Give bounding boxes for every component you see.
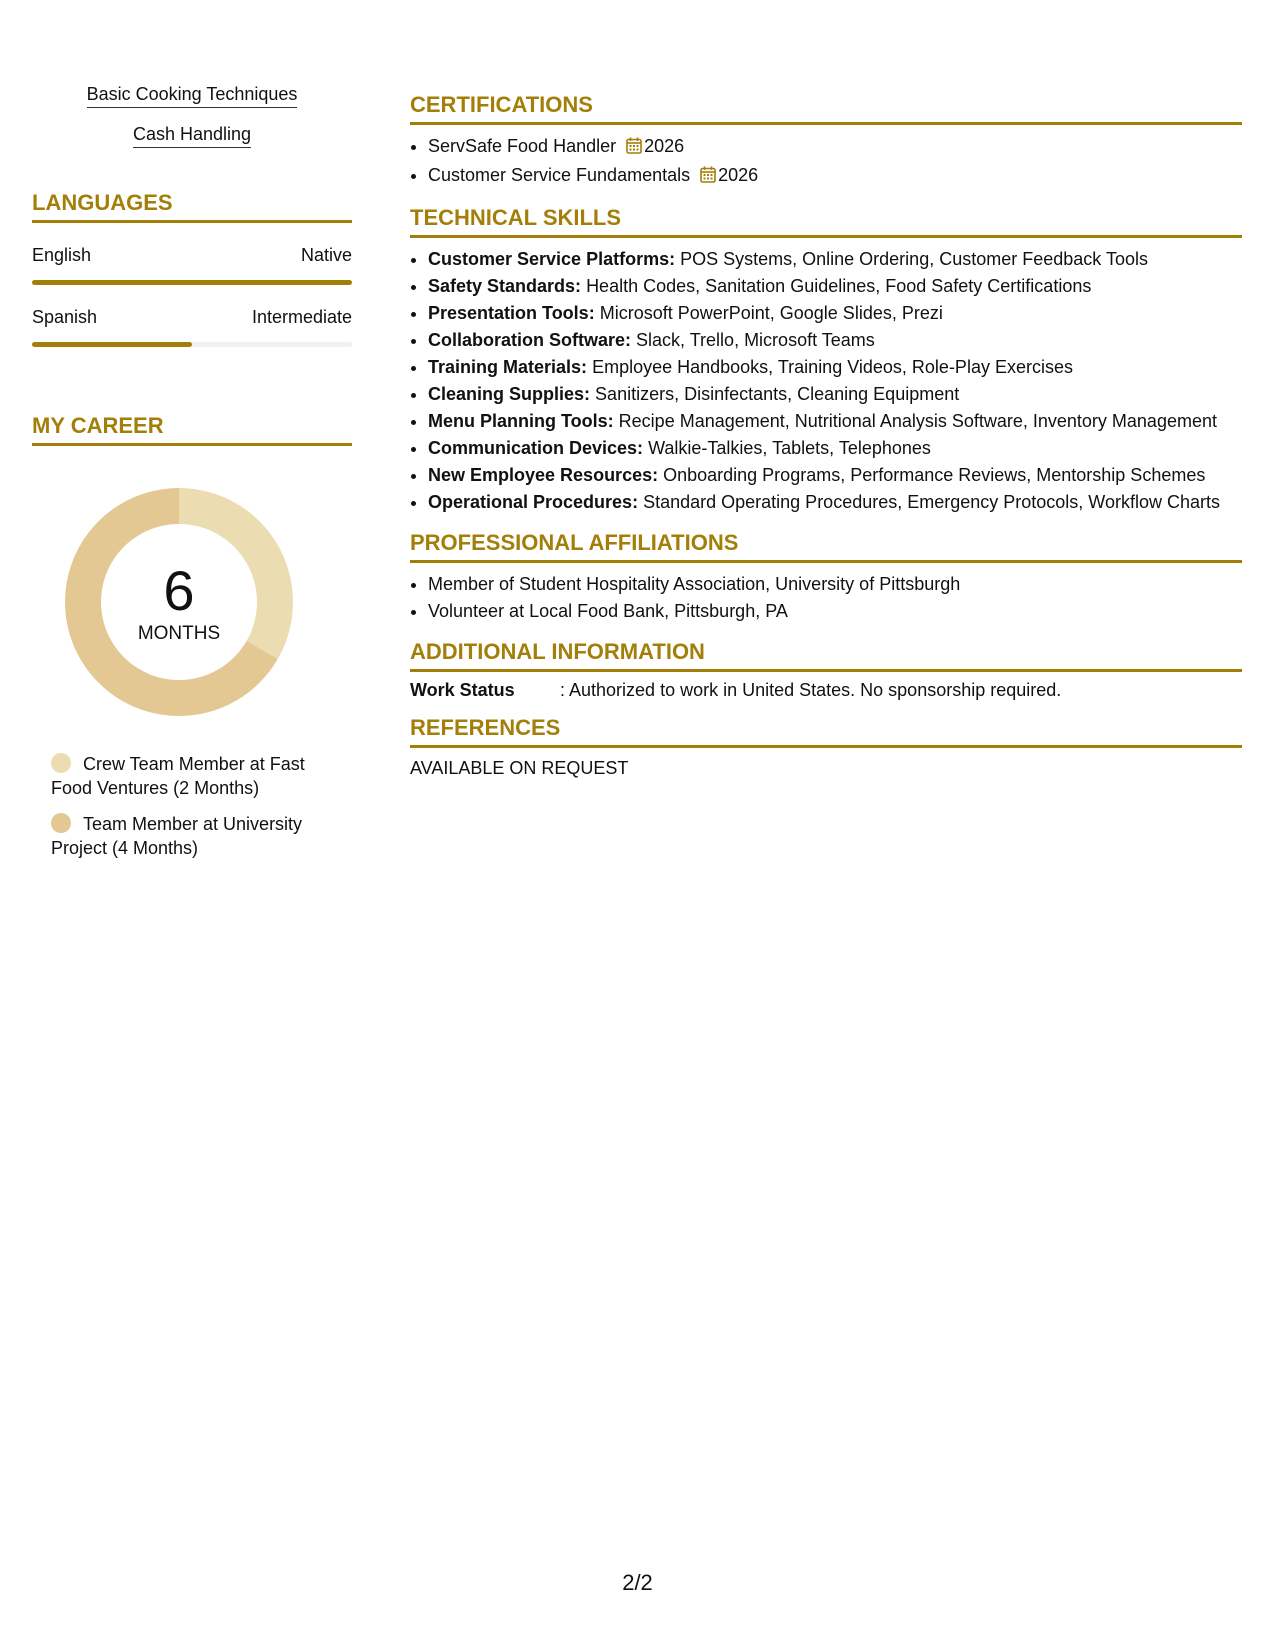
technical-skill-item [428, 327, 1242, 354]
certification-item [428, 133, 1242, 162]
certification-year: 2026 [644, 136, 685, 156]
section-title: TECHNICAL SKILLS [410, 205, 1242, 238]
technical-skill-item [428, 381, 1242, 408]
language-name: Spanish [32, 307, 98, 327]
page-number: 2/2 [622, 1570, 653, 1595]
donut-total-unit: MONTHS [137, 623, 221, 644]
legend-label: Crew Team Member at Fast Food Ventures (2 Months) [51, 754, 305, 798]
languages-section [32, 190, 352, 347]
work-status-label: Work Status [410, 680, 515, 700]
career-legend [51, 752, 341, 860]
technical-skill-item [428, 246, 1242, 273]
references-text: AVAILABLE ON REQUEST [410, 758, 629, 778]
skill-category: Collaboration Software: [428, 330, 632, 350]
section-title: LANGUAGES [32, 190, 352, 223]
skill-category: Presentation Tools: [428, 303, 595, 323]
certification-name: Customer Service Fundamentals [428, 165, 691, 185]
skill-details: Employee Handbooks, Training Videos, Role-Play Exercises [592, 357, 1073, 377]
technical-skill-item [428, 489, 1242, 516]
technical-skill-item [428, 300, 1242, 327]
affiliation-item: • Member of Student Hospitality Association, University of Pittsburgh [428, 571, 1242, 598]
skill-category: Customer Service Platforms: [428, 249, 676, 269]
work-status-row [410, 680, 1242, 701]
skill-details: Recipe Management, Nutritional Analysis Software, Inventory Management [618, 411, 1217, 431]
career-section [32, 413, 352, 860]
skill-details: Health Codes, Sanitation Guidelines, Food Safety Certifications [586, 276, 1092, 296]
skill-details: Standard Operating Procedures, Emergency Protocols, Workflow Charts [643, 492, 1221, 512]
skill-category: Safety Standards: [428, 276, 582, 296]
skill-details: Walkie-Talkies, Tablets, Telephones [648, 438, 931, 458]
language-item [32, 245, 352, 285]
technical-skills-section [410, 205, 1242, 516]
language-proficiency-fill [32, 280, 352, 285]
skill-details: Slack, Trello, Microsoft Teams [636, 330, 875, 350]
language-proficiency-bar [32, 280, 352, 285]
work-status-value: : Authorized to work in United States. No sponsorship required. [560, 680, 1062, 700]
skill-tag: Basic Cooking Techniques [32, 84, 352, 108]
certification-item [428, 162, 1242, 191]
language-proficiency-fill [32, 342, 192, 347]
section-title: CERTIFICATIONS [410, 92, 1242, 125]
skill-category: New Employee Resources: [428, 465, 659, 485]
section-title: PROFESSIONAL AFFILIATIONS [410, 530, 1242, 563]
section-title: REFERENCES [410, 715, 1242, 748]
certifications-section [410, 92, 1242, 191]
legend-label: Team Member at University Project (4 Months) [51, 814, 303, 858]
language-name: English [32, 245, 92, 265]
skill-details: Sanitizers, Disinfectants, Cleaning Equipment [595, 384, 960, 404]
language-proficiency-bar [32, 342, 352, 347]
skill-category: Operational Procedures: [428, 492, 639, 512]
language-item [32, 307, 352, 347]
technical-skills-list [410, 246, 1242, 516]
affiliations-list [410, 571, 1242, 625]
references-section [410, 715, 1242, 779]
career-donut-chart [65, 488, 293, 716]
donut-center [65, 488, 293, 716]
skill-category: Cleaning Supplies: [428, 384, 591, 404]
skill-tag: Cash Handling [32, 124, 352, 148]
skill-category: Communication Devices: [428, 438, 644, 458]
technical-skill-item [428, 408, 1242, 435]
certification-year: 2026 [718, 165, 759, 185]
skill-details: Onboarding Programs, Performance Reviews, Mentorship Schemes [663, 465, 1206, 485]
skill-category: Training Materials: [428, 357, 588, 377]
section-title: MY CAREER [32, 413, 352, 446]
legend-dot [51, 813, 71, 833]
certifications-list [410, 133, 1242, 191]
skill-details: Microsoft PowerPoint, Google Slides, Prezi [599, 303, 943, 323]
language-row [32, 245, 352, 266]
skill-details: POS Systems, Online Ordering, Customer Feedback Tools [680, 249, 1148, 269]
language-level: Native [300, 245, 352, 265]
section-title: ADDITIONAL INFORMATION [410, 639, 1242, 672]
legend-item [51, 812, 341, 860]
donut-total-number: 6 [163, 559, 195, 622]
right-column [410, 92, 1242, 793]
left-column [32, 84, 352, 872]
language-level: Intermediate [251, 307, 352, 327]
additional-info-section [410, 639, 1242, 701]
affiliations-section [410, 530, 1242, 625]
affiliation-item: • Volunteer at Local Food Bank, Pittsburgh, PA [428, 598, 1242, 625]
technical-skill-item [428, 435, 1242, 462]
calendar-icon [626, 135, 642, 162]
calendar-icon [700, 164, 716, 191]
skill-category: Menu Planning Tools: [428, 411, 614, 431]
technical-skill-item [428, 462, 1242, 489]
technical-skill-item [428, 273, 1242, 300]
legend-item [51, 752, 341, 800]
certification-name: ServSafe Food Handler [428, 136, 617, 156]
legend-dot [51, 753, 71, 773]
language-row [32, 307, 352, 328]
technical-skill-item [428, 354, 1242, 381]
